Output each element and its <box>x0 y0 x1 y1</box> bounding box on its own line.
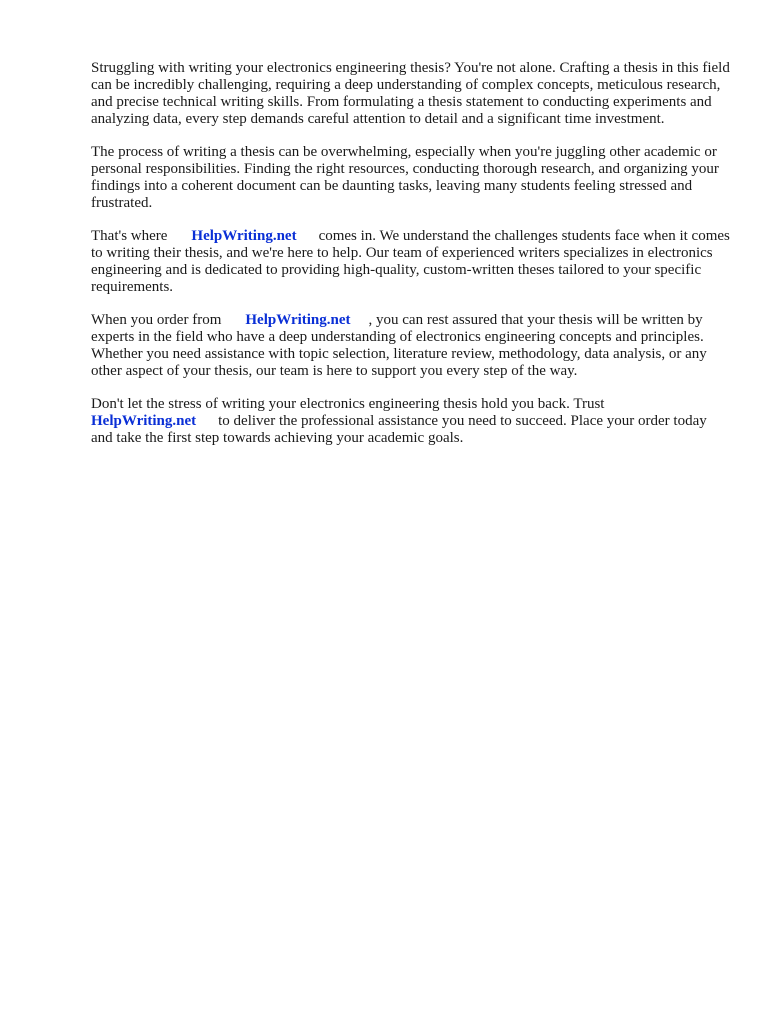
paragraph-text-segment: That's where <box>91 228 168 244</box>
helpwriting-link[interactable]: HelpWriting.net <box>191 228 297 244</box>
paragraph-text-segment: to deliver the professional assistance you need to succeed. Place your order today and take the first step towards achieving your academic goals. <box>91 413 707 446</box>
helpwriting-link[interactable]: HelpWriting.net <box>245 312 351 328</box>
paragraph-text-segment: , you can rest assured that your thesis will be written by experts in the field who have a deep understanding of electronics engineering concepts and principles. Whether you need assistance with topic selection, literature review, methodology, data analysis, or any other aspect of your thesis, our team is here to support you every step of the way. <box>91 312 707 379</box>
paragraph-challenges: The process of writing a thesis can be overwhelming, especially when you're juggling other academic or personal responsibilities. Finding the right resources, conducting thorough research, and organizing your findings into a coherent document can be daunting tasks, leaving many students feeling stressed and frustrated. <box>91 144 719 211</box>
paragraph-service-intro <box>91 228 731 296</box>
document-body <box>91 60 731 463</box>
paragraph-intro: Struggling with writing your electronics engineering thesis? You're not alone. Crafting a thesis in this field can be incredibly challenging, requiring a deep understanding of complex concepts, meticulous research, and precise technical writing skills. From formulating a thesis statement to conducting experiments and analyzing data, every step demands careful attention to detail and a significant time investment. <box>91 60 730 127</box>
paragraph-text-segment: When you order from <box>91 312 222 328</box>
paragraph-order-assurance <box>91 312 731 380</box>
paragraph-text-segment: Don't let the stress of writing your electronics engineering thesis hold you back. Trust <box>91 396 605 412</box>
paragraph-text-segment: comes in. We understand the challenges students face when it comes to writing their thesis, and we're here to help. Our team of experienced writers specializes in electronics engineering and is dedicated to providing high-quality, custom-written theses tailored to your specific requirements. <box>91 228 730 295</box>
helpwriting-link[interactable]: HelpWriting.net <box>91 413 197 429</box>
paragraph-call-to-action <box>91 396 731 447</box>
